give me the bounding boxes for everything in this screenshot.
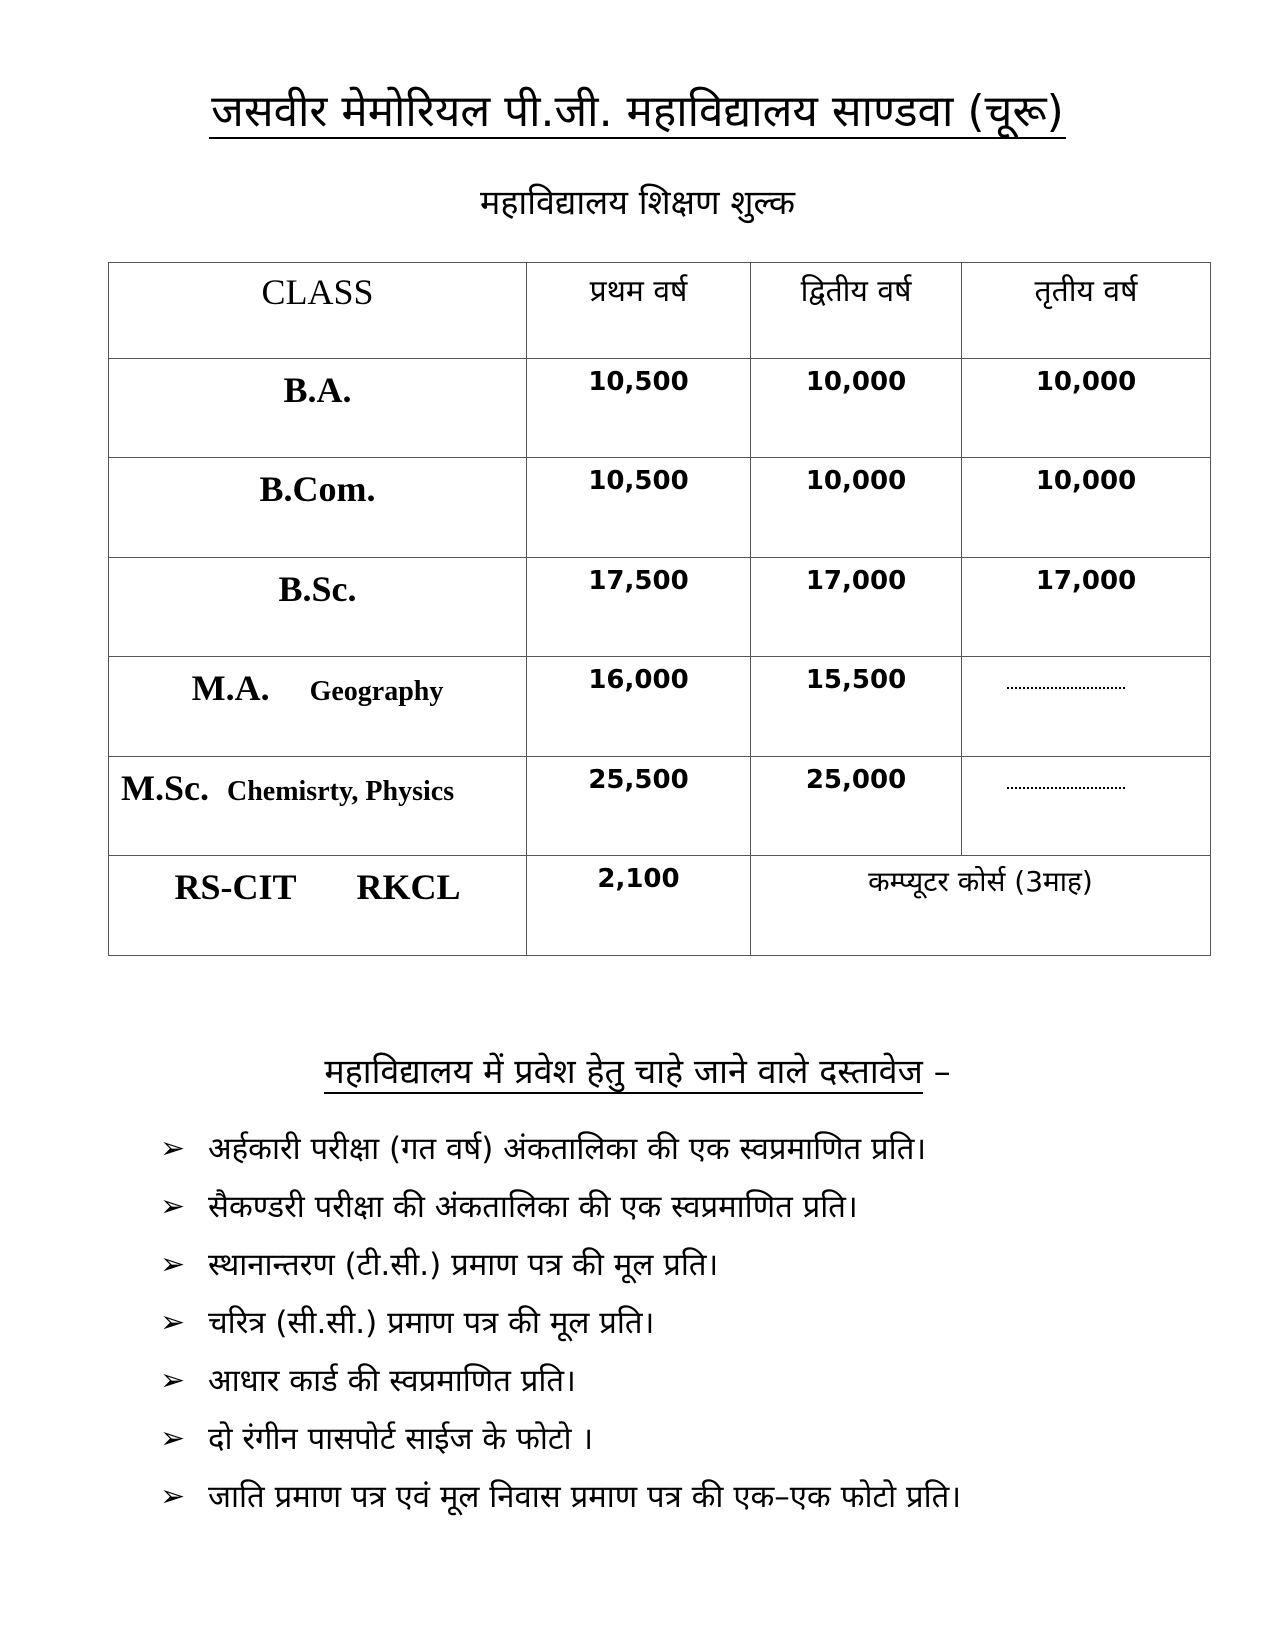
- fee-first-year: 16,000: [527, 657, 751, 757]
- arrow-bullet-icon: ➢: [160, 1421, 186, 1456]
- class-name: M.A.: [191, 668, 270, 709]
- fee-third-year-empty: [962, 657, 1211, 757]
- class-cell: [109, 856, 527, 956]
- course-note: कम्प्यूटर कोर्स (3माह): [751, 856, 1211, 956]
- table-row: [109, 756, 1211, 856]
- documents-heading-text: महाविद्यालय में प्रवेश हेतु चाहे जाने वाले दस्तावेज: [324, 1052, 923, 1092]
- class-cell: [109, 756, 527, 856]
- class-cell: B.Com.: [109, 458, 527, 558]
- class-cell: B.A.: [109, 358, 527, 458]
- list-item: [160, 1468, 1240, 1526]
- fee-first-year: 10,500: [527, 458, 751, 558]
- list-item-text: जाति प्रमाण पत्र एवं मूल निवास प्रमाण पत्र की एक–एक फोटो प्रति।: [208, 1479, 962, 1515]
- class-cell: B.Sc.: [109, 557, 527, 657]
- empty-dash: [1007, 787, 1125, 789]
- fee-third-year-empty: [962, 756, 1211, 856]
- fee-third-year: 10,000: [962, 458, 1211, 558]
- empty-dash: [1007, 687, 1125, 689]
- table-row: [109, 657, 1211, 757]
- fee-third-year: 10,000: [962, 358, 1211, 458]
- list-item: [160, 1236, 1240, 1294]
- arrow-bullet-icon: ➢: [160, 1479, 186, 1514]
- class-subject: Geography: [309, 676, 444, 708]
- table-row: [109, 358, 1211, 458]
- arrow-bullet-icon: ➢: [160, 1363, 186, 1398]
- table-row: [109, 458, 1211, 558]
- list-item: [160, 1178, 1240, 1236]
- fee-second-year: 17,000: [751, 557, 962, 657]
- fee-third-year: 17,000: [962, 557, 1211, 657]
- class-cell: [109, 657, 527, 757]
- class-name: M.Sc.: [121, 767, 209, 808]
- column-header-second-year: द्वितीय वर्ष: [751, 263, 962, 359]
- column-header-class: CLASS: [109, 263, 527, 359]
- fee-first-year: 17,500: [527, 557, 751, 657]
- college-name: जसवीर मेमोरियल पी.जी. महाविद्यालय साण्डवा (चूरू): [211, 86, 1064, 137]
- column-header-first-year: प्रथम वर्ष: [527, 263, 751, 359]
- column-header-third-year: तृतीय वर्ष: [962, 263, 1211, 359]
- documents-list: [160, 1120, 1240, 1526]
- list-item: [160, 1352, 1240, 1410]
- fee-heading: महाविद्यालय शिक्षण शुल्क: [480, 183, 795, 223]
- fee-second-year: 10,000: [751, 358, 962, 458]
- list-item-text: स्थानान्तरण (टी.सी.) प्रमाण पत्र की मूल प्रति।: [208, 1247, 719, 1283]
- list-item: [160, 1120, 1240, 1178]
- list-item: [160, 1410, 1240, 1468]
- list-item-text: चरित्र (सी.सी.) प्रमाण पत्र की मूल प्रति।: [208, 1305, 655, 1341]
- arrow-bullet-icon: ➢: [160, 1131, 186, 1166]
- fee-first-year: 2,100: [527, 856, 751, 956]
- fee-second-year: 15,500: [751, 657, 962, 757]
- list-item-text: आधार कार्ड की स्वप्रमाणित प्रति।: [208, 1363, 576, 1399]
- documents-heading: [0, 1048, 1275, 1096]
- list-item-text: सैकण्डरी परीक्षा की अंकतालिका की एक स्वप्रमाणित प्रति।: [208, 1189, 858, 1225]
- list-item-text: अर्हकारी परीक्षा (गत वर्ष) अंकतालिका की एक स्वप्रमाणित प्रति।: [208, 1131, 927, 1167]
- class-name: RS-CIT: [174, 867, 297, 908]
- arrow-bullet-icon: ➢: [160, 1189, 186, 1224]
- college-title: [0, 82, 1275, 142]
- list-item: [160, 1294, 1240, 1352]
- table-row: [109, 856, 1211, 956]
- class-subject: Chemisrty, Physics: [226, 775, 455, 807]
- fee-table: [108, 262, 1211, 956]
- fee-second-year: 25,000: [751, 756, 962, 856]
- fee-second-year: 10,000: [751, 458, 962, 558]
- table-row: [109, 557, 1211, 657]
- fee-first-year: 25,500: [527, 756, 751, 856]
- table-header-row: [109, 263, 1211, 359]
- arrow-bullet-icon: ➢: [160, 1305, 186, 1340]
- class-subject: RKCL: [356, 867, 461, 908]
- fee-first-year: 10,500: [527, 358, 751, 458]
- list-item-text: दो रंगीन पासपोर्ट साईज के फोटो ।: [208, 1421, 594, 1457]
- documents-heading-dash: –: [922, 1052, 951, 1092]
- arrow-bullet-icon: ➢: [160, 1247, 186, 1282]
